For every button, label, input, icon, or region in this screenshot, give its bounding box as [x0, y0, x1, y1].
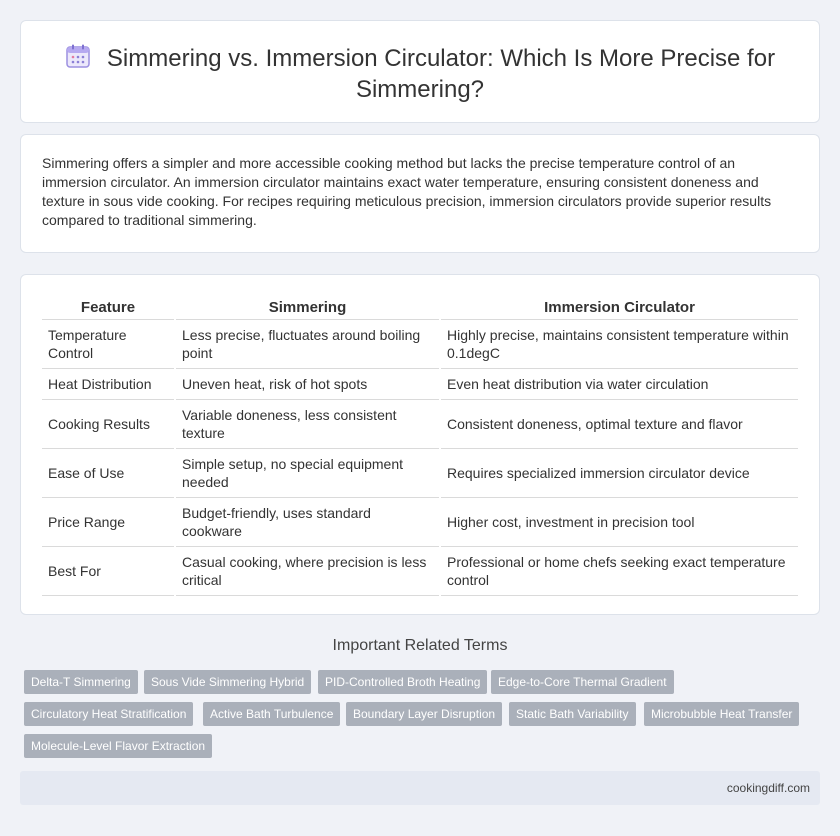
table-header-row [42, 293, 798, 319]
related-term-tag[interactable]: Boundary Layer Disruption [346, 702, 502, 726]
table-row [42, 497, 798, 546]
table-cell: Requires specialized immersion circulator device [440, 448, 798, 497]
related-term-tag[interactable]: Delta-T Simmering [24, 670, 138, 694]
related-term-tag[interactable]: Edge-to-Core Thermal Gradient [491, 670, 674, 694]
related-term-tag[interactable]: PID-Controlled Broth Heating [318, 670, 487, 694]
related-term-tag[interactable]: Active Bath Turbulence [203, 702, 340, 726]
table-cell: Simple setup, no special equipment needed [175, 448, 440, 497]
table-row [42, 546, 798, 595]
summary-text: Simmering offers a simpler and more accessible cooking method but lacks the precise temperature control of an immersion circulator. An immersion circulator maintains exact water temperature, ensuring consistent doneness and texture in sous vide cooking. For recipes requiring meticulous precision, immersion circulators provide superior results compared to traditional simmering. [42, 155, 772, 228]
page-title-wrap [21, 43, 819, 105]
comparison-table-card [20, 274, 820, 615]
table-row [42, 399, 798, 448]
header-feature: Feature [42, 293, 175, 319]
table-cell: Professional or home chefs seeking exact temperature control [440, 546, 798, 595]
table-row [42, 448, 798, 497]
summary-card [20, 134, 820, 253]
related-term-tag[interactable]: Static Bath Variability [509, 702, 636, 726]
header-simmering: Simmering [175, 293, 440, 319]
related-term-tag[interactable]: Sous Vide Simmering Hybrid [144, 670, 311, 694]
related-term-tag[interactable]: Molecule-Level Flavor Extraction [24, 734, 212, 758]
table-cell: Consistent doneness, optimal texture and flavor [440, 399, 798, 448]
table-cell: Less precise, fluctuates around boiling point [175, 319, 440, 368]
page-title: Simmering vs. Immersion Circulator: Which Is More Precise for Simmering? [106, 45, 776, 103]
comparison-table [42, 293, 798, 596]
header-immersion-circulator: Immersion Circulator [440, 293, 798, 319]
table-cell: Higher cost, investment in precision tool [440, 497, 798, 546]
table-cell: Price Range [42, 497, 175, 546]
related-term-tag[interactable]: Circulatory Heat Stratification [24, 702, 193, 726]
table-cell: Cooking Results [42, 399, 175, 448]
table-row [42, 368, 798, 399]
table-cell: Even heat distribution via water circulation [440, 368, 798, 399]
table-cell: Temperature Control [42, 319, 175, 368]
table-cell: Uneven heat, risk of hot spots [175, 368, 440, 399]
header-card [20, 20, 820, 123]
table-cell: Casual cooking, where precision is less critical [175, 546, 440, 595]
related-term-tag[interactable]: Microbubble Heat Transfer [644, 702, 799, 726]
table-cell: Best For [42, 546, 175, 595]
table-cell: Ease of Use [42, 448, 175, 497]
table-cell: Heat Distribution [42, 368, 175, 399]
related-terms-heading: Important Related Terms [332, 637, 508, 654]
table-row [42, 319, 798, 368]
table-cell: Budget-friendly, uses standard cookware [175, 497, 440, 546]
table-cell: Variable doneness, less consistent texture [175, 399, 440, 448]
calendar-icon [65, 43, 91, 69]
footer [20, 771, 820, 805]
footer-site-link[interactable]: cookingdiff.com [726, 781, 810, 795]
table-cell: Highly precise, maintains consistent temperature within 0.1degC [440, 319, 798, 368]
